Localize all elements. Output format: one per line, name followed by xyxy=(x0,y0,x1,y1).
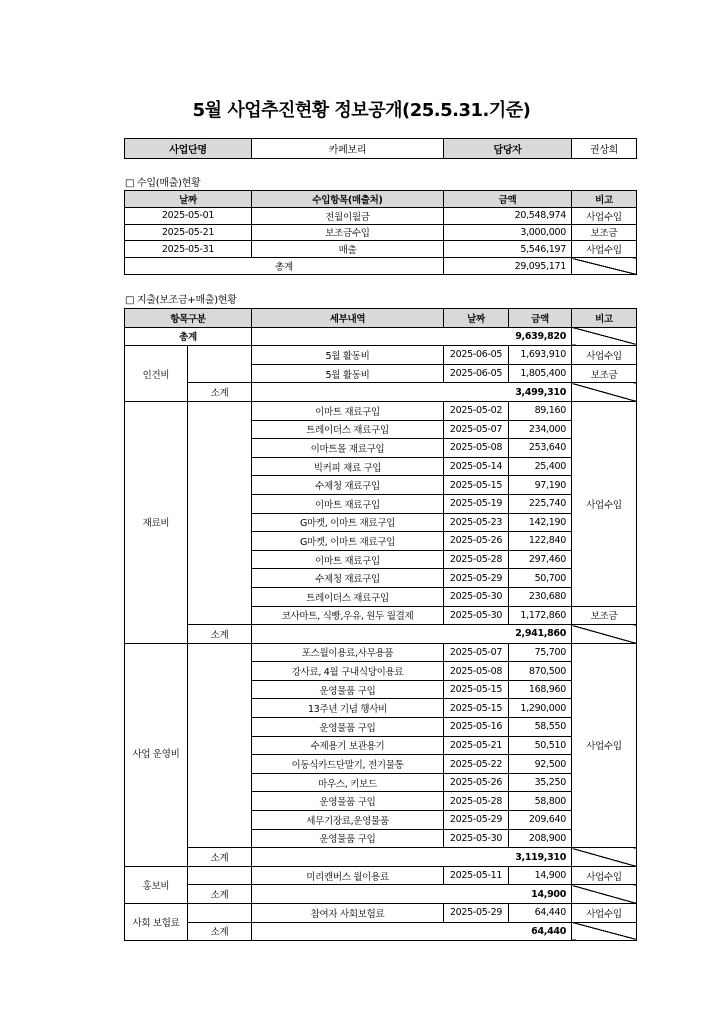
expense-amount: 64,440 xyxy=(509,904,572,923)
expense-date: 2025-05-26 xyxy=(444,532,509,551)
expense-detail: 트레이더스 재료구입 xyxy=(252,587,444,606)
expense-amount: 35,250 xyxy=(509,773,572,792)
subtotal-label: 소계 xyxy=(188,625,252,644)
business-name-value: 카페보리 xyxy=(252,139,444,159)
income-section-title: □ 수입(매출)현황 xyxy=(125,178,201,189)
expense-amount: 1,805,400 xyxy=(509,364,572,383)
diagonal-cell xyxy=(572,383,637,402)
expense-date: 2025-05-28 xyxy=(444,792,509,811)
expense-amount: 122,840 xyxy=(509,532,572,551)
expense-detail: 수제청 재료구입 xyxy=(252,569,444,588)
expense-date: 2025-05-28 xyxy=(444,550,509,569)
expense-amount: 25,400 xyxy=(509,457,572,476)
blank-cell xyxy=(188,346,252,383)
subtotal-label: 소계 xyxy=(188,848,252,867)
blank-cell xyxy=(188,643,252,848)
subtotal-amount: 3,499,310 xyxy=(252,383,572,402)
expense-total-row xyxy=(125,327,637,346)
category-label: 인건비 xyxy=(125,346,188,402)
subtotal-label: 소계 xyxy=(188,383,252,402)
manager-value: 권상희 xyxy=(572,139,637,159)
expense-amount: 297,460 xyxy=(509,550,572,569)
expense-date: 2025-05-11 xyxy=(444,866,509,885)
income-date: 2025-05-01 xyxy=(125,207,252,224)
expense-detail: 트레이더스 재료구입 xyxy=(252,420,444,439)
subtotal-amount: 14,900 xyxy=(252,885,572,904)
manager-label: 담당자 xyxy=(444,139,572,159)
subtotal-row xyxy=(125,625,637,644)
expense-detail: 이마트몰 재료구입 xyxy=(252,439,444,458)
income-table xyxy=(124,190,637,275)
income-date: 2025-05-31 xyxy=(125,241,252,258)
expense-amount: 208,900 xyxy=(509,829,572,848)
income-note: 사업수입 xyxy=(572,207,637,224)
table-row xyxy=(125,904,637,923)
blank-cell xyxy=(188,866,252,885)
expense-detail: 빅커피 재료 구입 xyxy=(252,457,444,476)
expense-table xyxy=(124,308,637,941)
table-row xyxy=(125,241,637,258)
expense-detail: 세무기장료,운영물품 xyxy=(252,811,444,830)
subtotal-amount: 3,119,310 xyxy=(252,848,572,867)
expense-detail: 수제청 재료구입 xyxy=(252,476,444,495)
expense-note: 보조금 xyxy=(572,364,637,383)
expense-date: 2025-05-21 xyxy=(444,736,509,755)
expense-date: 2025-06-05 xyxy=(444,364,509,383)
expense-amount: 58,800 xyxy=(509,792,572,811)
expense-amount: 142,190 xyxy=(509,513,572,532)
expense-amount: 1,172,860 xyxy=(509,606,572,625)
business-info-table xyxy=(124,138,637,159)
expense-detail: 운영물품 구입 xyxy=(252,792,444,811)
expense-note: 보조금 xyxy=(572,606,637,625)
expense-date: 2025-05-30 xyxy=(444,587,509,606)
expense-note: 사업수입 xyxy=(572,866,637,885)
expense-amount: 50,700 xyxy=(509,569,572,588)
expense-detail: 13주년 기념 행사비 xyxy=(252,699,444,718)
expense-date: 2025-05-29 xyxy=(444,904,509,923)
subtotal-row xyxy=(125,848,637,867)
blank-cell xyxy=(188,401,252,624)
diagonal-cell xyxy=(572,327,637,346)
income-item: 보조금수입 xyxy=(252,224,444,241)
category-label: 홍보비 xyxy=(125,866,188,903)
table-row xyxy=(125,866,637,885)
income-total-row xyxy=(125,258,637,275)
income-total-amount: 29,095,171 xyxy=(444,258,572,275)
expense-detail: 운영물품 구입 xyxy=(252,718,444,737)
table-row xyxy=(125,401,637,420)
expense-date: 2025-05-30 xyxy=(444,829,509,848)
expense-date: 2025-05-14 xyxy=(444,457,509,476)
expense-date: 2025-06-05 xyxy=(444,346,509,365)
expense-date: 2025-05-07 xyxy=(444,643,509,662)
expense-amount: 253,640 xyxy=(509,439,572,458)
expense-header-category: 항목구분 xyxy=(125,309,252,328)
expense-amount: 168,960 xyxy=(509,680,572,699)
expense-amount: 58,550 xyxy=(509,718,572,737)
business-name-label: 사업단명 xyxy=(125,139,252,159)
expense-note: 사업수입 xyxy=(572,346,637,365)
income-header-date: 날짜 xyxy=(125,191,252,208)
expense-amount: 234,000 xyxy=(509,420,572,439)
subtotal-label: 소계 xyxy=(188,885,252,904)
expense-note: 사업수입 xyxy=(572,904,637,923)
table-row xyxy=(125,346,637,365)
blank-cell xyxy=(188,904,252,923)
expense-total-amount: 9,639,820 xyxy=(252,327,572,346)
category-label: 재료비 xyxy=(125,401,188,643)
diagonal-cell xyxy=(572,848,637,867)
expense-detail: 이마트 재료구입 xyxy=(252,401,444,420)
expense-amount: 225,740 xyxy=(509,494,572,513)
expense-amount: 97,190 xyxy=(509,476,572,495)
income-header-amount: 금액 xyxy=(444,191,572,208)
expense-amount: 230,680 xyxy=(509,587,572,606)
expense-date: 2025-05-30 xyxy=(444,606,509,625)
income-total-label: 총계 xyxy=(125,258,444,275)
expense-detail: 수제용기 보관용기 xyxy=(252,736,444,755)
diagonal-cell xyxy=(572,258,637,275)
expense-detail: 강사료, 4월 구내식당이용료 xyxy=(252,662,444,681)
income-note: 보조금 xyxy=(572,224,637,241)
expense-date: 2025-05-19 xyxy=(444,494,509,513)
expense-amount: 50,510 xyxy=(509,736,572,755)
expense-detail: G마켓, 이마트 재료구입 xyxy=(252,513,444,532)
income-item: 매출 xyxy=(252,241,444,258)
expense-date: 2025-05-15 xyxy=(444,476,509,495)
expense-detail: 운영물품 구입 xyxy=(252,829,444,848)
category-label: 사회 보험료 xyxy=(125,904,188,941)
expense-date: 2025-05-29 xyxy=(444,569,509,588)
expense-amount: 209,640 xyxy=(509,811,572,830)
subtotal-row xyxy=(125,383,637,402)
expense-date: 2025-05-07 xyxy=(444,420,509,439)
category-label: 사업 운영비 xyxy=(125,643,188,866)
expense-amount: 14,900 xyxy=(509,866,572,885)
expense-detail: 참여자 사회보험료 xyxy=(252,904,444,923)
expense-amount: 1,290,000 xyxy=(509,699,572,718)
expense-detail: 5월 활동비 xyxy=(252,346,444,365)
expense-amount: 1,693,910 xyxy=(509,346,572,365)
table-row xyxy=(125,224,637,241)
income-amount: 20,548,974 xyxy=(444,207,572,224)
income-item: 전월이월금 xyxy=(252,207,444,224)
expense-header-detail: 세부내역 xyxy=(252,309,444,328)
income-amount: 3,000,000 xyxy=(444,224,572,241)
expense-date: 2025-05-15 xyxy=(444,699,509,718)
merged-note: 사업수입 xyxy=(572,401,637,606)
page-title: 5월 사업추진현황 정보공개(25.5.31.기준) xyxy=(192,100,531,121)
income-header-item: 수입항목(매출처) xyxy=(252,191,444,208)
expense-detail: 이동식카드단말기, 전기물통 xyxy=(252,755,444,774)
expense-detail: 포스월이용료,사무용품 xyxy=(252,643,444,662)
expense-section-title: □ 지출(보조금+매출)현황 xyxy=(125,295,237,306)
expense-amount: 870,500 xyxy=(509,662,572,681)
income-date: 2025-05-21 xyxy=(125,224,252,241)
expense-date: 2025-05-16 xyxy=(444,718,509,737)
expense-header-note: 비고 xyxy=(572,309,637,328)
expense-total-label: 총계 xyxy=(125,327,252,346)
income-amount: 5,546,197 xyxy=(444,241,572,258)
expense-date: 2025-05-29 xyxy=(444,811,509,830)
expense-date: 2025-05-26 xyxy=(444,773,509,792)
expense-detail: 마우스, 키보드 xyxy=(252,773,444,792)
subtotal-row xyxy=(125,885,637,904)
merged-note: 사업수입 xyxy=(572,643,637,848)
expense-detail: 미리캔버스 월이용료 xyxy=(252,866,444,885)
expense-date: 2025-05-22 xyxy=(444,755,509,774)
subtotal-amount: 2,941,860 xyxy=(252,625,572,644)
expense-date: 2025-05-08 xyxy=(444,439,509,458)
expense-amount: 89,160 xyxy=(509,401,572,420)
expense-date: 2025-05-15 xyxy=(444,680,509,699)
subtotal-amount: 64,440 xyxy=(252,922,572,941)
diagonal-cell xyxy=(572,625,637,644)
expense-date: 2025-05-23 xyxy=(444,513,509,532)
diagonal-cell xyxy=(572,885,637,904)
expense-amount: 75,700 xyxy=(509,643,572,662)
expense-detail: 운영물품 구입 xyxy=(252,680,444,699)
expense-date: 2025-05-08 xyxy=(444,662,509,681)
expense-detail: 이마트 재료구입 xyxy=(252,550,444,569)
subtotal-row xyxy=(125,922,637,941)
expense-amount: 92,500 xyxy=(509,755,572,774)
subtotal-label: 소계 xyxy=(188,922,252,941)
diagonal-cell xyxy=(572,922,637,941)
expense-date: 2025-05-02 xyxy=(444,401,509,420)
expense-detail: 5월 활동비 xyxy=(252,364,444,383)
expense-header-amount: 금액 xyxy=(509,309,572,328)
income-header-note: 비고 xyxy=(572,191,637,208)
income-note: 사업수입 xyxy=(572,241,637,258)
expense-detail: G마켓, 이마트 재료구입 xyxy=(252,532,444,551)
table-row xyxy=(125,207,637,224)
expense-detail: 코사마트, 식빵,우유, 원두 월결제 xyxy=(252,606,444,625)
expense-header-date: 날짜 xyxy=(444,309,509,328)
table-row xyxy=(125,643,637,662)
expense-detail: 이마트 재료구입 xyxy=(252,494,444,513)
